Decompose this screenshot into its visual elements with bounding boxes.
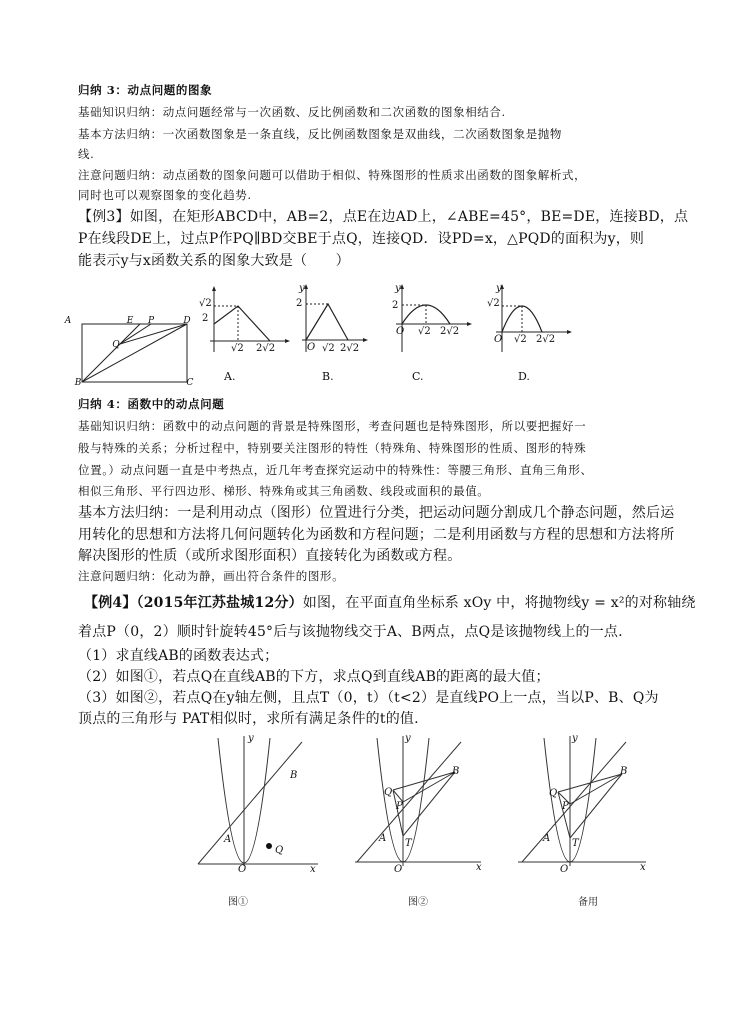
option-d-y: y (496, 283, 502, 294)
fig2-label-q: Q (384, 787, 393, 798)
fig1-label-q: Q (275, 845, 284, 856)
fig2-label-p: P (396, 801, 403, 812)
section3-note-line2: 同时也可以观察图象的变化趋势. (78, 188, 252, 202)
option-d-label: D. (518, 370, 530, 383)
option-c-graph (384, 284, 474, 354)
fig3-caption: 备用 (578, 897, 598, 908)
fig2-label-o: O (394, 864, 403, 875)
fig3-label-o: O (560, 864, 569, 875)
figure-2 (355, 734, 495, 884)
figure-spare (518, 734, 658, 884)
fig3-label-b: B (620, 766, 628, 777)
option-c-two: 2 (392, 300, 399, 311)
section4-method-line2: 用转化的思想和方法将几何问题转化为函数和方程问题；二是利用函数与方程的思想和方法将所 (78, 527, 675, 543)
rect-label-p: P (147, 316, 155, 326)
rect-label-b: B (74, 378, 82, 388)
option-a-x-2r2: 2√2 (256, 343, 276, 354)
option-a-x-r2: √2 (231, 343, 244, 354)
section3-basic-knowledge: 基础知识归纳：动点问题经常与一次函数、反比例函数和二次函数的图象相结合. (78, 105, 506, 119)
fig1-label-x: x (310, 864, 316, 875)
fig3-label-y: y (572, 733, 578, 744)
example3-line3: 能表示y与x函数关系的图象大致是（ ） (78, 253, 350, 269)
option-a-graph (200, 286, 290, 356)
section4-knowledge-line1: 基础知识归纳：函数中的动点问题的背景是特殊图形，考查问题也是特殊图形，所以要把握好一 (78, 419, 587, 433)
section4-knowledge-line3: 位置。）动点问题一直是中考热点，近几年考查探究运动中的特殊性：等腰三角形、直角三角形、 (78, 463, 593, 477)
fig3-label-t: T (572, 838, 579, 849)
fig1-label-a: A (224, 834, 232, 845)
option-b-x-r2: √2 (322, 343, 335, 354)
example4-heading: 【例4】（2015年江苏盐城12分） (84, 595, 303, 611)
option-c-y: y (395, 283, 401, 294)
option-c-label: C. (412, 370, 424, 383)
section4-title: 归纳 4：函数中的动点问题 (78, 397, 225, 411)
fig2-label-a: A (379, 833, 387, 844)
section3-method-line2: 线. (78, 147, 95, 161)
example4-part3-line1: （3）如图②，若点Q在y轴左侧，且点T（0，t）（t<2）是直线PO上一点，当以P、B、Q为 (78, 690, 659, 706)
example4-part3-line2: 顶点的三角形与 PAT相似时，求所有满足条件的t的值. (78, 711, 419, 727)
fig3-label-p: P (562, 801, 569, 812)
section3-title: 归纳 3：动点问题的图象 (78, 83, 213, 97)
fig3-label-a: A (543, 833, 551, 844)
section4-method-line1: 基本方法归纳：一是利用动点（图形）位置进行分类，把运动问题分割成几个静态问题，然后运 (78, 505, 675, 521)
option-d-x-2r2: 2√2 (536, 334, 556, 345)
rect-label-a: A (64, 316, 72, 326)
rect-label-q: Q (112, 340, 120, 350)
fig2-label-b: B (452, 766, 460, 777)
fig2-caption: 图② (408, 897, 428, 908)
rectangle-figure (76, 318, 196, 388)
section4-note: 注意问题归纳：化动为静，画出符合条件的图形。 (78, 569, 345, 583)
fig3-label-q: Q (549, 788, 558, 799)
fig1-label-o: O (238, 864, 247, 875)
example4-part1: （1）求直线AB的函数表达式； (78, 648, 279, 664)
option-b-y: y (299, 283, 305, 294)
option-c-x-r2: √2 (418, 326, 431, 337)
rect-label-c: C (186, 378, 194, 388)
fig1-label-y: y (248, 733, 254, 744)
example4-line1 (84, 592, 696, 614)
rect-label-d: D (183, 316, 191, 326)
example4-part2: （2）如图①，若点Q在直线AB的下方，求点Q到直线AB的距离的最大值； (78, 669, 550, 685)
section4-knowledge-line4: 相似三角形、平行四边形、梯形、特殊角或其三角函数、线段或面积的最值。 (78, 484, 490, 498)
option-b-o: O (307, 342, 316, 353)
option-b-x-2r2: 2√2 (340, 343, 360, 354)
fig1-caption: 图① (228, 897, 248, 908)
option-c-x-2r2: 2√2 (440, 326, 460, 337)
fig1-label-b: B (290, 770, 298, 781)
option-a-two: 2 (202, 313, 209, 324)
section4-knowledge-line2: 般与特殊的关系；分析过程中，特别要关注图形的特性（特殊角、特殊图形的性质、图形的特殊 (78, 441, 587, 455)
option-c-o: O (396, 326, 405, 337)
option-a-label: A. (224, 370, 236, 383)
option-b-label: B. (322, 370, 334, 383)
section4-method-line3: 解决图形的性质（或所求图形面积）直接转化为函数或方程。 (78, 548, 462, 564)
rect-label-e: E (126, 316, 134, 326)
option-d-r2: √2 (487, 298, 500, 309)
option-a-r2: √2 (199, 298, 212, 309)
example4-line1-text: 如图，在平面直角坐标系 xOy 中，将抛物线y = x²的对称轴绕 (302, 595, 696, 611)
fig2-label-x: x (476, 862, 482, 873)
example4-line2: 着点P（0，2）顺时针旋转45°后与该抛物线交于A、B两点，点Q是该抛物线上的一点. (78, 624, 623, 640)
section3-note-line1: 注意问题归纳：动点函数的图象问题可以借助于相似、特殊图形的性质求出函数的图象解析式， (78, 168, 587, 182)
section3-method-line1: 基本方法归纳：一次函数图象是一条直线，反比例函数图象是双曲线，二次函数图象是抛物 (78, 127, 562, 141)
fig3-label-x: x (640, 862, 646, 873)
example3-line1: 【例3】如图，在矩形ABCD中，AB=2，点E在边AD上，∠ABE=45°，BE=DE，连接BD，点 (78, 209, 689, 225)
option-d-o: O (494, 334, 503, 345)
fig2-label-y: y (405, 733, 411, 744)
option-b-two: 2 (296, 298, 303, 309)
option-d-x-r2: √2 (514, 334, 527, 345)
fig2-label-t: T (405, 838, 412, 849)
example3-line2: P在线段DE上，过点P作PQ∥BD交BE于点Q，连接QD．设PD=x，△PQD的面积为y，则 (78, 231, 645, 247)
figure-1 (198, 734, 328, 884)
